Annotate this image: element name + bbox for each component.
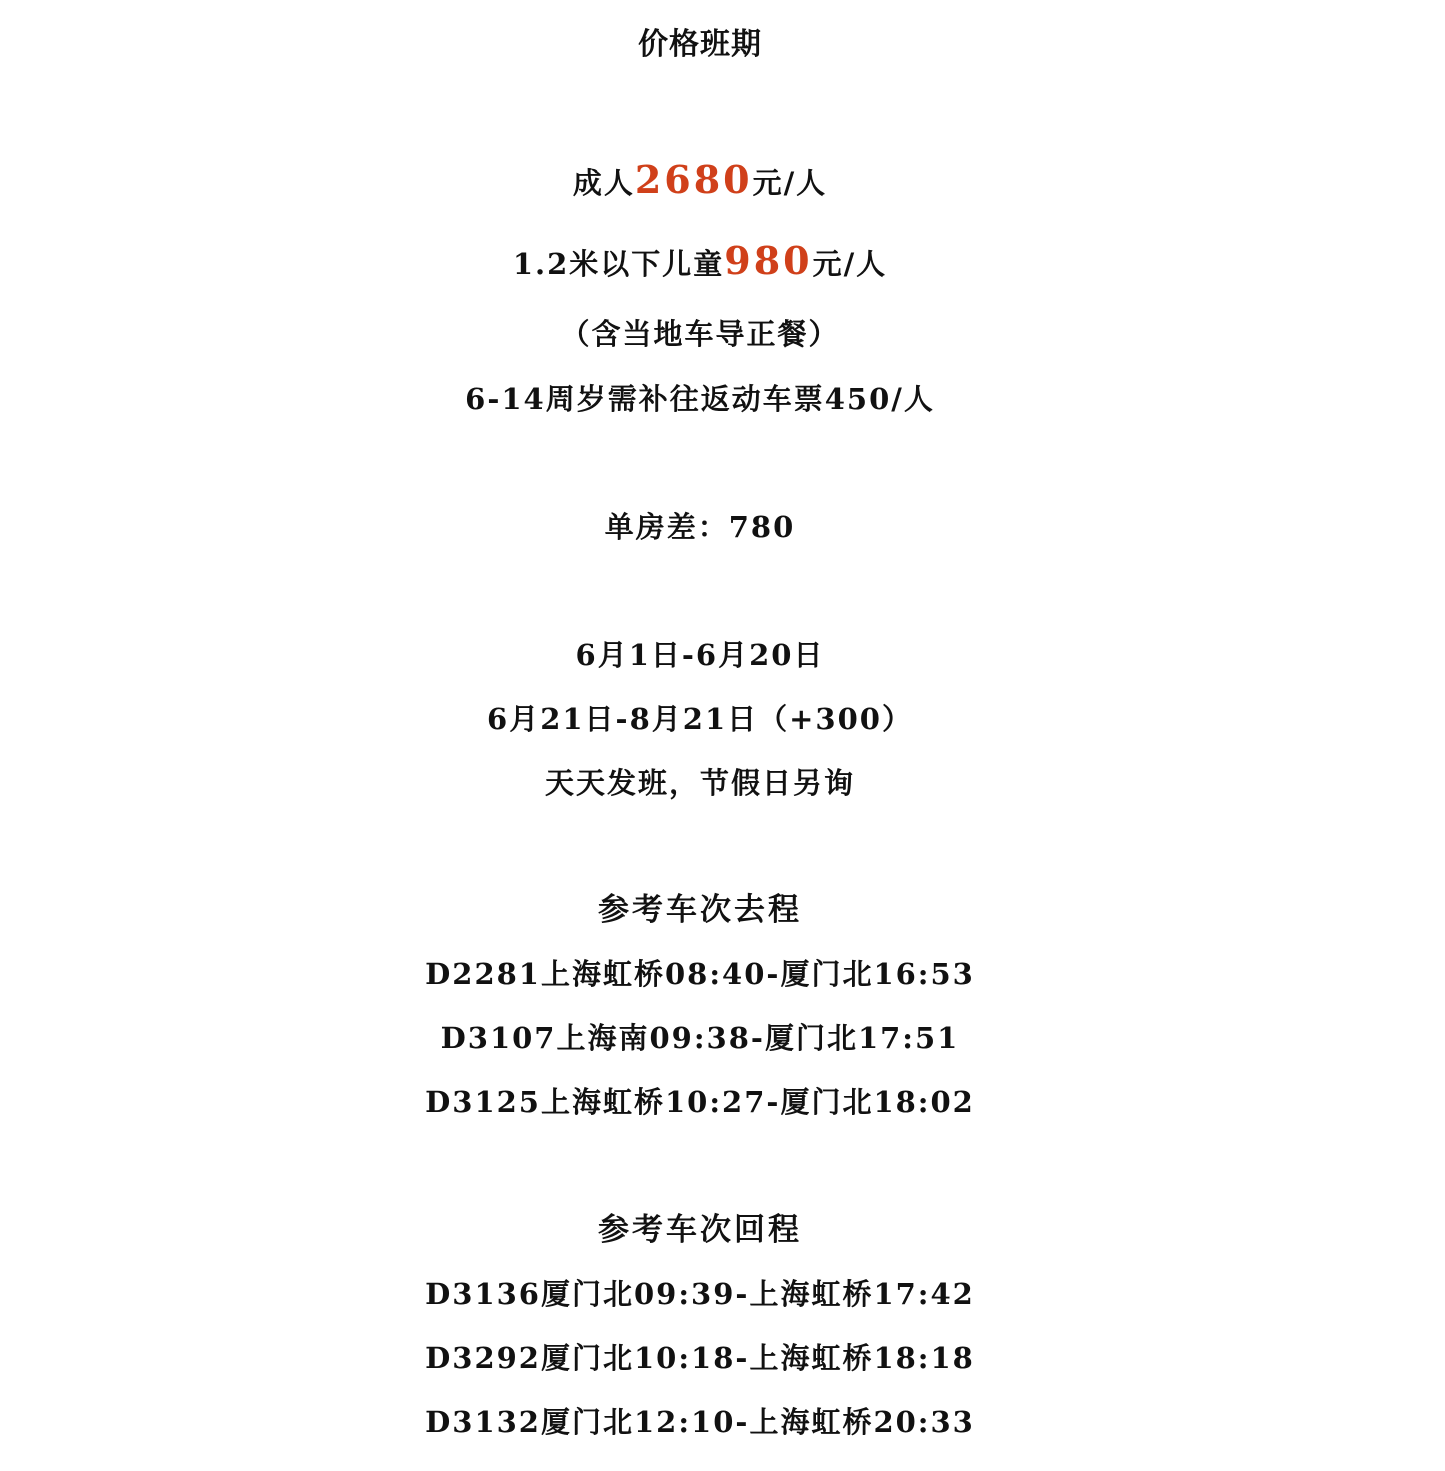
return-train: D3132厦门北12:10-上海虹桥20:33 xyxy=(425,1405,975,1439)
single-room-supplement: 单房差：780 xyxy=(604,510,796,544)
adult-unit: 元/人 xyxy=(752,166,828,200)
adult-label: 成人 xyxy=(572,166,635,200)
outbound-heading: 参考车次去程 xyxy=(598,892,802,928)
departure-note: 天天发班，节假日另询 xyxy=(544,766,855,800)
outbound-train: D3107上海南09:38-厦门北17:51 xyxy=(440,1021,960,1055)
child-price: 980 xyxy=(724,238,813,283)
page-title: 价格班期 xyxy=(638,27,762,62)
schedule-period-2: 6月21日-8月21日（+300） xyxy=(487,702,913,736)
outbound-train: D2281上海虹桥08:40-厦门北16:53 xyxy=(425,957,975,991)
outbound-train: D3125上海虹桥10:27-厦门北18:02 xyxy=(425,1085,975,1119)
adult-price: 2680 xyxy=(634,157,753,202)
adult-price-line xyxy=(0,157,1400,202)
child-unit: 元/人 xyxy=(812,247,888,281)
return-train: D3292厦门北10:18-上海虹桥18:18 xyxy=(425,1341,975,1375)
includes-note: （含当地车导正餐） xyxy=(560,317,840,351)
return-heading: 参考车次回程 xyxy=(598,1212,802,1248)
child-label: 1.2米以下儿童 xyxy=(512,247,725,281)
child-price-line xyxy=(0,238,1400,283)
schedule-period-1: 6月1日-6月20日 xyxy=(575,638,825,672)
return-train: D3136厦门北09:39-上海虹桥17:42 xyxy=(425,1277,975,1311)
child-ticket-note: 6-14周岁需补往返动车票450/人 xyxy=(465,382,935,416)
